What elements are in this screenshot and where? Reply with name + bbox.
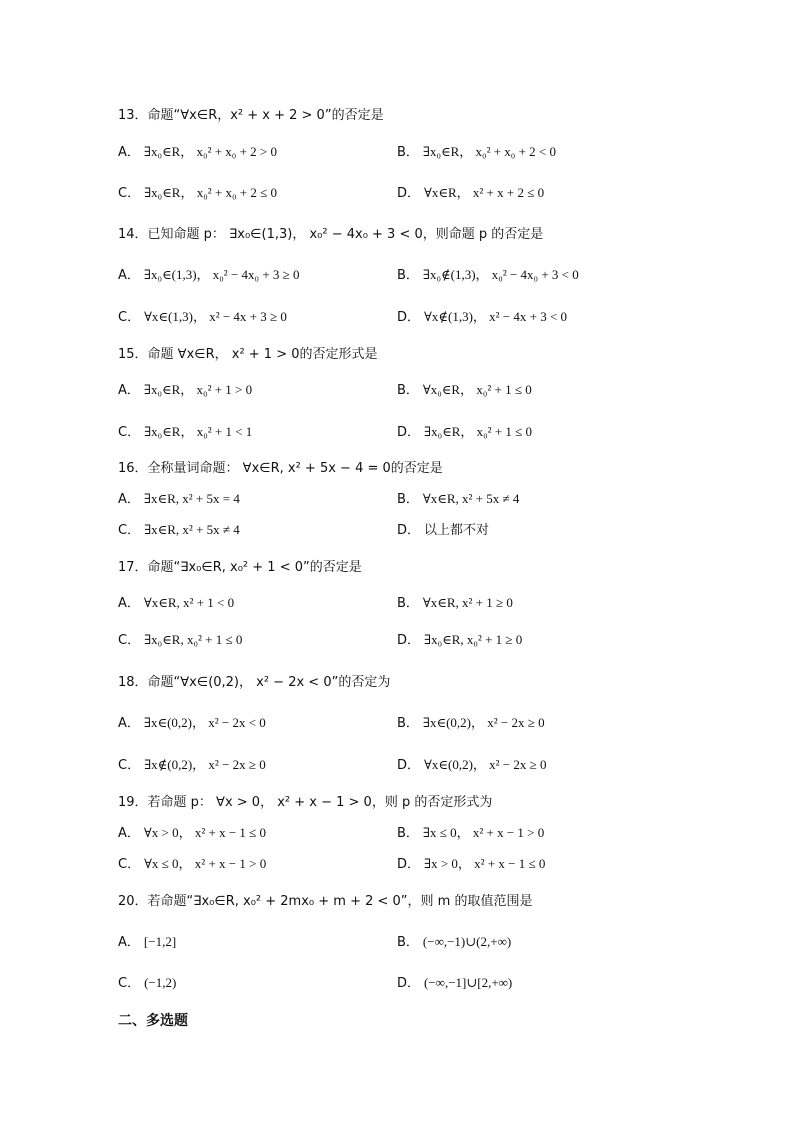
question-13-stem: 13．命题“∀x∈R，x² + x + 2 > 0”的否定是 [118,108,384,123]
question-17-option-a[interactable]: A． ∀x∈R, x² + 1 < 0 [118,595,235,611]
question-20-stem: 20．若命题“∃x₀∈R, x₀² + 2mx₀ + m + 2 < 0”，则 m 的取值范围是 [118,894,533,909]
question-13-option-a[interactable]: A． ∃x₀∈R， x₀² + x₀ + 2 > 0 [118,144,277,160]
question-18-option-c[interactable]: C． ∃x∉(0,2)， x² − 2x ≥ 0 [118,757,266,773]
question-20-option-b[interactable]: B． (−∞,−1)∪(2,+∞) [397,934,512,950]
question-17-option-c[interactable]: C． ∃x₀∈R, x₀² + 1 ≤ 0 [118,632,243,648]
question-16-option-c[interactable]: C． ∃x∈R, x² + 5x ≠ 4 [118,522,240,538]
question-15-stem: 15．命题 ∀x∈R， x² + 1 > 0的否定形式是 [118,347,378,362]
question-16-stem: 16．全称量词命题： ∀x∈R, x² + 5x − 4 = 0的否定是 [118,461,443,476]
section-heading-multiple-choice: 二、多选题 [118,1013,188,1029]
question-20-option-c[interactable]: C． (−1,2) [118,975,177,991]
question-15-option-b[interactable]: B． ∀x₀∈R， x₀² + 1 ≤ 0 [397,382,532,398]
question-20-option-a[interactable]: A． [−1,2] [118,934,177,950]
question-15-option-c[interactable]: C． ∃x₀∈R， x₀² + 1 < 1 [118,424,253,440]
question-14-stem: 14．已知命题 p： ∃x₀∈(1,3)， x₀² − 4x₀ + 3 < 0，则命题 p 的否定是 [118,227,544,242]
question-19-stem: 19．若命题 p： ∀x > 0， x² + x − 1 > 0，则 p 的否定形式为 [118,795,493,810]
question-19-option-b[interactable]: B． ∃x ≤ 0， x² + x − 1 > 0 [397,825,545,841]
question-18-option-a[interactable]: A． ∃x∈(0,2)， x² − 2x < 0 [118,715,266,731]
question-13-option-d[interactable]: D． ∀x∈R， x² + x + 2 ≤ 0 [397,185,545,201]
question-19-option-d[interactable]: D． ∃x > 0， x² + x − 1 ≤ 0 [397,856,546,872]
question-16-option-d[interactable]: D． 以上都不对 [397,522,490,538]
question-20-option-d[interactable]: D． (−∞,−1]∪[2,+∞) [397,975,513,991]
question-15-option-a[interactable]: A． ∃x₀∈R， x₀² + 1 > 0 [118,382,253,398]
question-13-option-b[interactable]: B． ∃x₀∈R， x₀² + x₀ + 2 < 0 [397,144,557,160]
question-18-option-b[interactable]: B． ∃x∈(0,2)， x² − 2x ≥ 0 [397,715,545,731]
question-17-stem: 17．命题“∃x₀∈R, x₀² + 1 < 0”的否定是 [118,560,362,575]
question-14-option-c[interactable]: C． ∀x∈(1,3)， x² − 4x + 3 ≥ 0 [118,309,287,325]
question-14-option-a[interactable]: A． ∃x₀∈(1,3)， x₀² − 4x₀ + 3 ≥ 0 [118,267,300,283]
question-18-option-d[interactable]: D． ∀x∈(0,2)， x² − 2x ≥ 0 [397,757,547,773]
question-17-option-b[interactable]: B． ∀x∈R, x² + 1 ≥ 0 [397,595,513,611]
question-19-option-c[interactable]: C． ∀x ≤ 0， x² + x − 1 > 0 [118,856,267,872]
question-13-option-c[interactable]: C． ∃x₀∈R， x₀² + x₀ + 2 ≤ 0 [118,185,277,201]
question-17-option-d[interactable]: D． ∃x₀∈R, x₀² + 1 ≥ 0 [397,632,523,648]
question-14-option-b[interactable]: B． ∃x₀∉(1,3)， x₀² − 4x₀ + 3 < 0 [397,267,579,283]
question-18-stem: 18．命题“∀x∈(0,2)， x² − 2x < 0”的否定为 [118,675,391,690]
question-15-option-d[interactable]: D． ∃x₀∈R， x₀² + 1 ≤ 0 [397,424,533,440]
question-16-option-a[interactable]: A． ∃x∈R, x² + 5x = 4 [118,491,240,507]
question-16-option-b[interactable]: B． ∀x∈R, x² + 5x ≠ 4 [397,491,520,507]
question-19-option-a[interactable]: A． ∀x > 0， x² + x − 1 ≤ 0 [118,825,267,841]
question-14-option-d[interactable]: D． ∀x∉(1,3)， x² − 4x + 3 < 0 [397,309,568,325]
